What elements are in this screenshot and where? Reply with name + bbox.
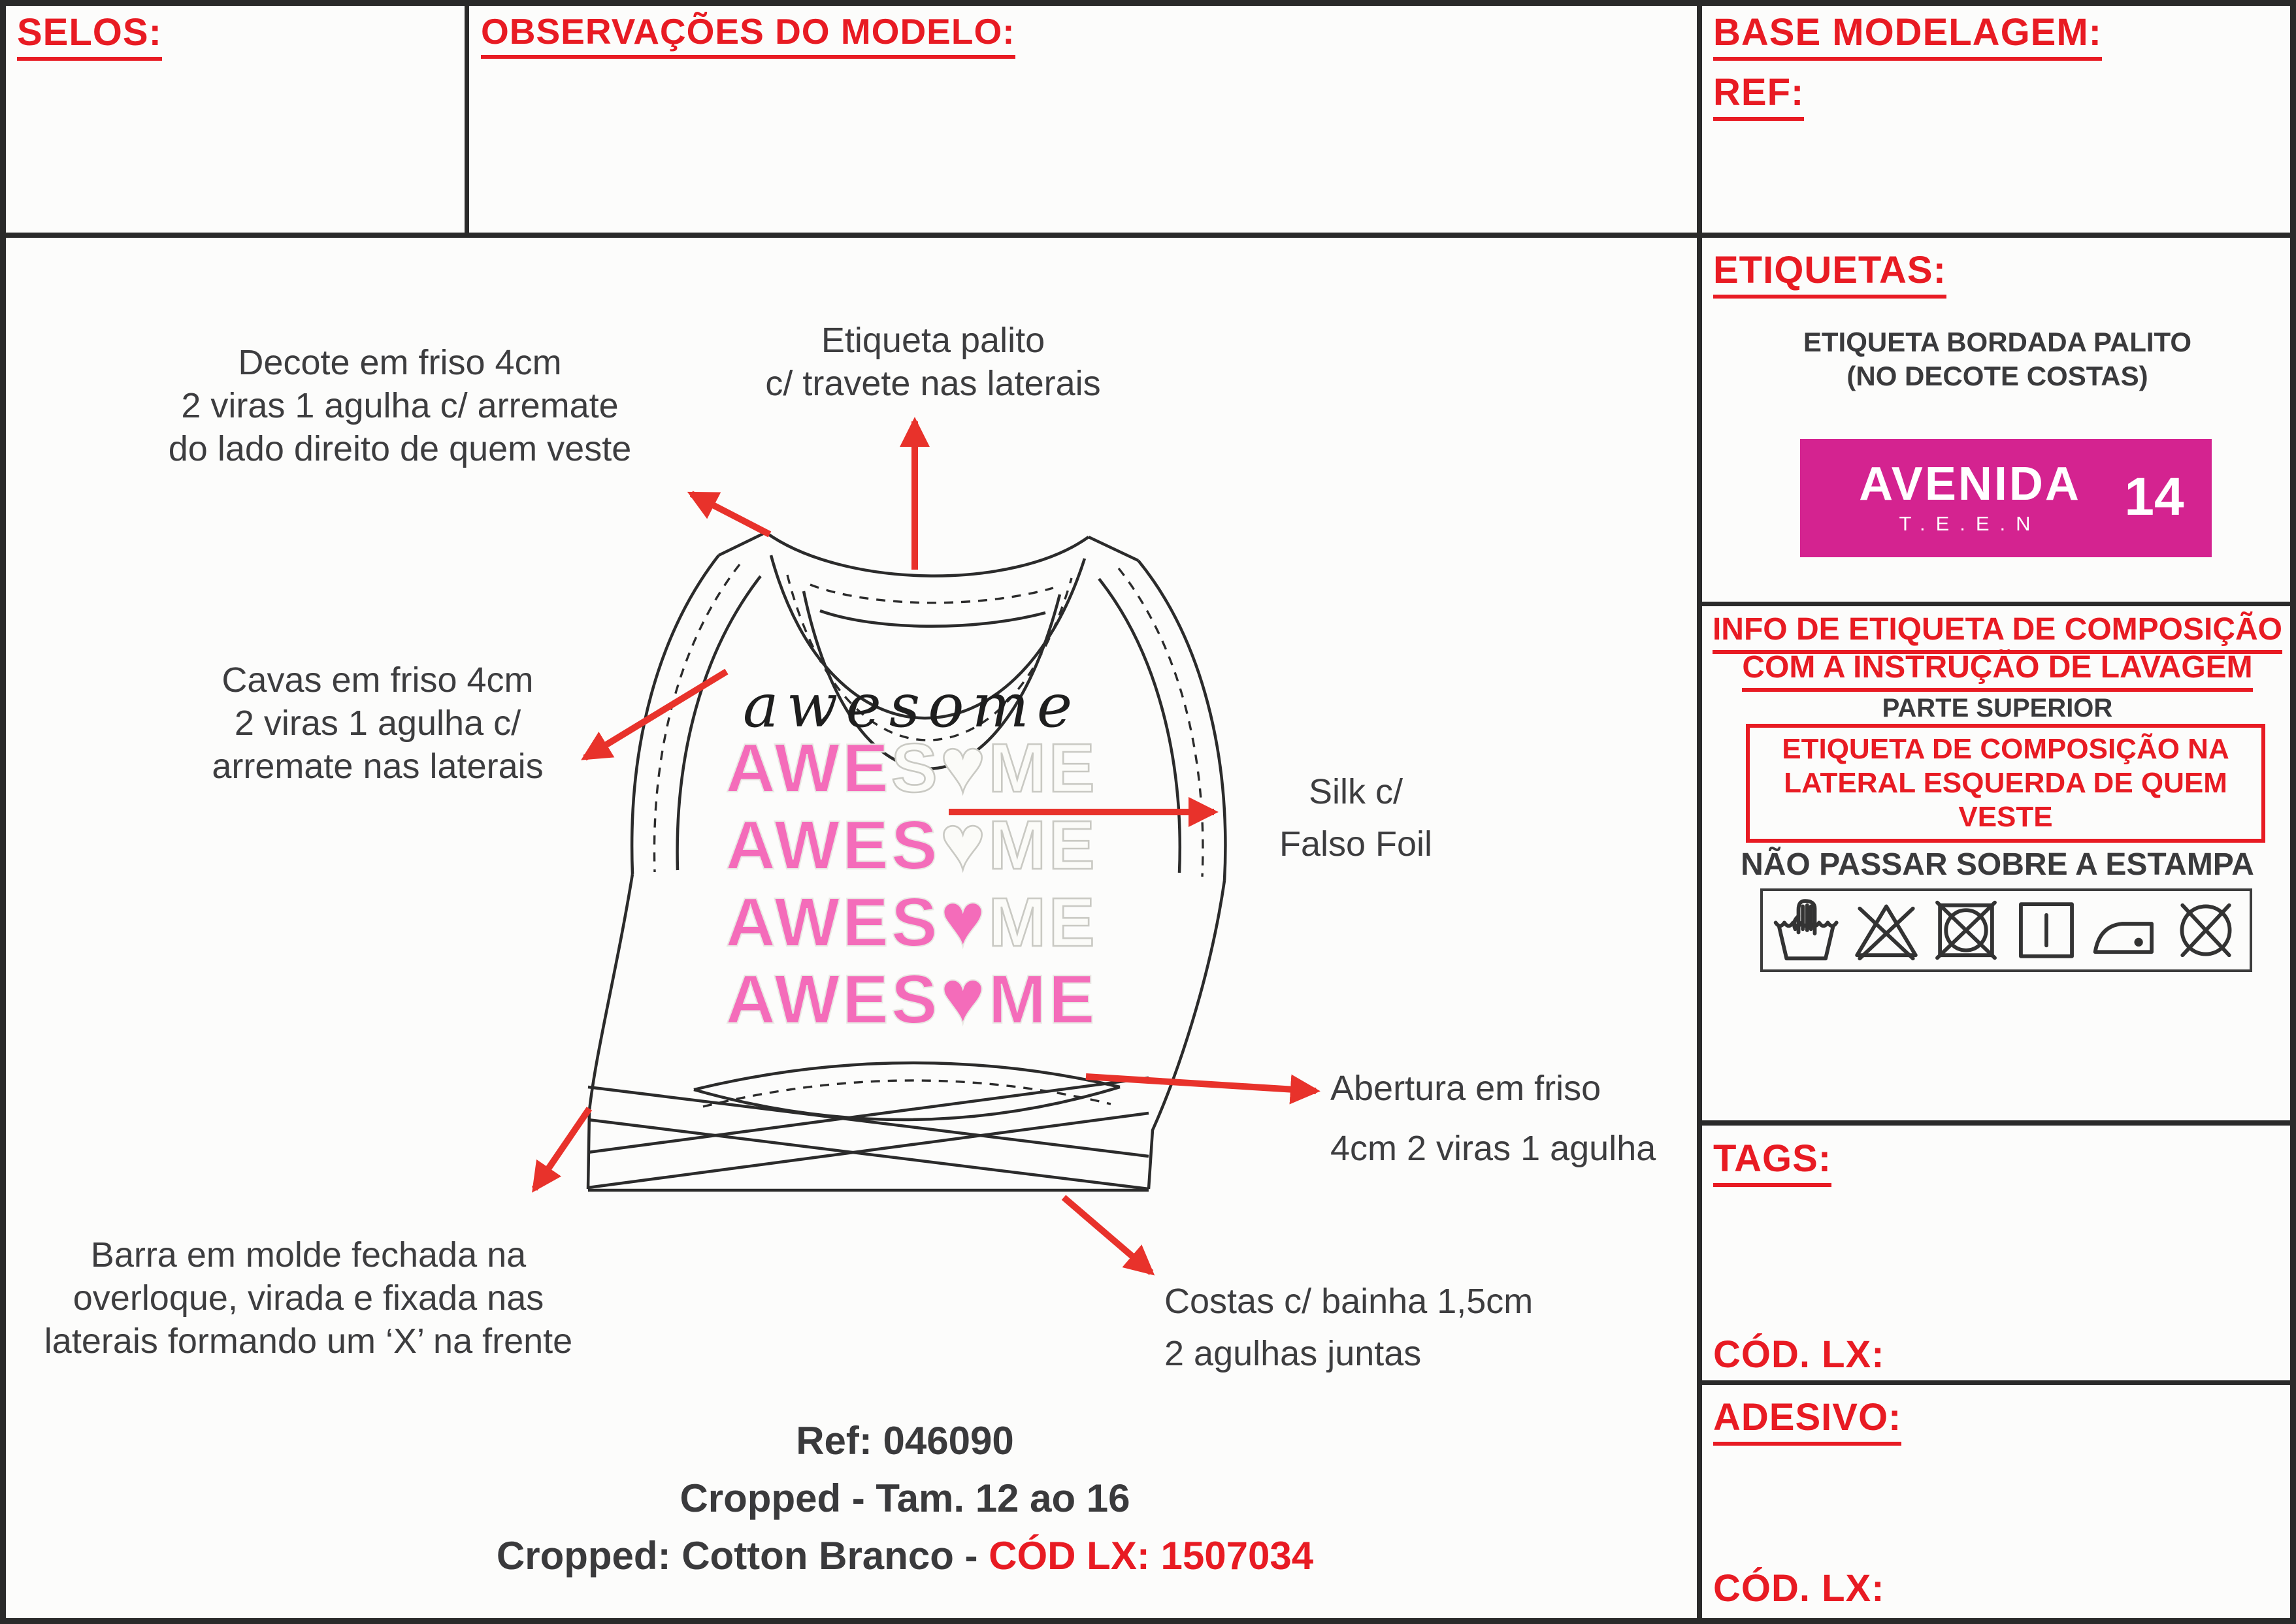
costas-arrow <box>1064 1197 1151 1273</box>
print-row: AWES♥ME <box>725 800 1098 886</box>
annotation-abertura: Abertura em friso 4cm 2 viras 1 agulha <box>1330 1069 1656 1168</box>
base-modelagem-label: BASE MODELAGEM: <box>1713 10 2102 61</box>
composicao-note-line2: LATERAL ESQUERDA DE QUEM <box>1784 767 2227 799</box>
annotation-costas: Costas c/ bainha 1,5cm 2 agulhas juntas <box>1164 1282 1533 1373</box>
decote-arrow <box>691 494 770 534</box>
tags-cod-lx-label: CÓD. LX: <box>1713 1333 1885 1376</box>
composicao-note-line3: VESTE <box>1958 801 2053 833</box>
do-not-tumble-dry-icon <box>1931 897 2001 964</box>
footer-reference-block <box>497 1412 1313 1585</box>
brand-size-number: 14 <box>2124 467 2184 527</box>
annotation-etiqueta-palito: Etiqueta palito c/ travete nas laterais <box>765 321 1101 403</box>
do-not-bleach-icon <box>1851 897 1922 964</box>
left-shoulder-strap <box>719 532 766 555</box>
annotation-decote: Decote em friso 4cm 2 viras 1 agulha c/ arremate do lado direito de quem veste <box>168 343 632 468</box>
print-row: AWES♥ME <box>725 723 1098 809</box>
ref-label: REF: <box>1713 71 1804 121</box>
hand-wash-icon <box>1771 897 1842 964</box>
parte-superior-label: PARTE SUPERIOR <box>1882 694 2113 723</box>
border-top <box>0 0 2296 6</box>
iron-low-icon <box>2091 897 2161 964</box>
observacoes-label: OBSERVAÇÕES DO MODELO: <box>481 10 1015 59</box>
divider-etiquetas-info <box>1699 602 2296 606</box>
footer-size-range: Cropped - Tam. 12 ao 16 <box>680 1476 1130 1520</box>
footer-ref: Ref: 046090 <box>796 1419 1014 1463</box>
etiquetas-title: ETIQUETAS: <box>1713 248 1946 299</box>
brand-name: AVENIDA <box>1859 458 2081 510</box>
right-side-seam <box>1149 881 1224 1189</box>
print-row: AWES♥ME <box>725 877 1098 963</box>
do-not-dry-clean-icon <box>2171 897 2241 964</box>
adesivo-cod-lx-label: CÓD. LX: <box>1713 1567 1885 1610</box>
footer-material: Cropped: Cotton Branco - CÓD LX: 1507034 <box>496 1534 1314 1578</box>
etiqueta-bordada-note-line2: (NO DECOTE COSTAS) <box>1846 361 2148 391</box>
info-title-line1: INFO DE ETIQUETA DE COMPOSIÇÃO <box>1699 611 2296 654</box>
divider-tags-adesivo <box>1699 1380 2296 1385</box>
cavas-arrow <box>585 672 727 758</box>
composicao-note-line1: ETIQUETA DE COMPOSIÇÃO NA <box>1782 733 2229 765</box>
composicao-note-box <box>1746 724 2265 843</box>
selos-label: SELOS: <box>17 10 162 61</box>
annotation-barra: Barra em molde fechada na overloque, virada e fixada nas laterais formando um ‘X’ na frente <box>44 1235 573 1361</box>
footer-cod-lx-value: CÓD LX: 1507034 <box>989 1534 1314 1578</box>
annotation-silk: Silk c/ Falso Foil <box>1279 772 1433 864</box>
right-armhole <box>1099 560 1225 881</box>
print-awesome-rows <box>725 723 1097 1040</box>
etiqueta-bordada-note-line1: ETIQUETA BORDADA PALITO <box>1803 327 2192 357</box>
print-script-text: awesome <box>742 671 1081 741</box>
drip-dry-icon <box>2011 897 2082 964</box>
tags-title: TAGS: <box>1713 1137 1831 1187</box>
care-icons-box <box>1760 888 2252 972</box>
annotation-cavas: Cavas em friso 4cm 2 viras 1 agulha c/ arremate nas laterais <box>212 660 544 786</box>
barra-arrow <box>534 1109 589 1189</box>
right-shoulder-strap <box>1089 537 1138 560</box>
no-print-warning: NÃO PASSAR SOBRE A ESTAMPA <box>1741 847 2254 882</box>
brand-label <box>1800 439 2212 557</box>
brand-subname: T.E.E.N <box>1899 512 2041 535</box>
adesivo-title: ADESIVO: <box>1713 1395 1901 1446</box>
abertura-arrow <box>1086 1077 1316 1091</box>
left-side-seam <box>588 874 632 1189</box>
info-title-line2: COM A INSTRUÇÃO DE LAVAGEM <box>1699 649 2296 692</box>
divider-selos-observacoes <box>465 0 469 235</box>
divider-info-tags <box>1699 1120 2296 1126</box>
print-row: AWES♥ME <box>725 954 1098 1040</box>
